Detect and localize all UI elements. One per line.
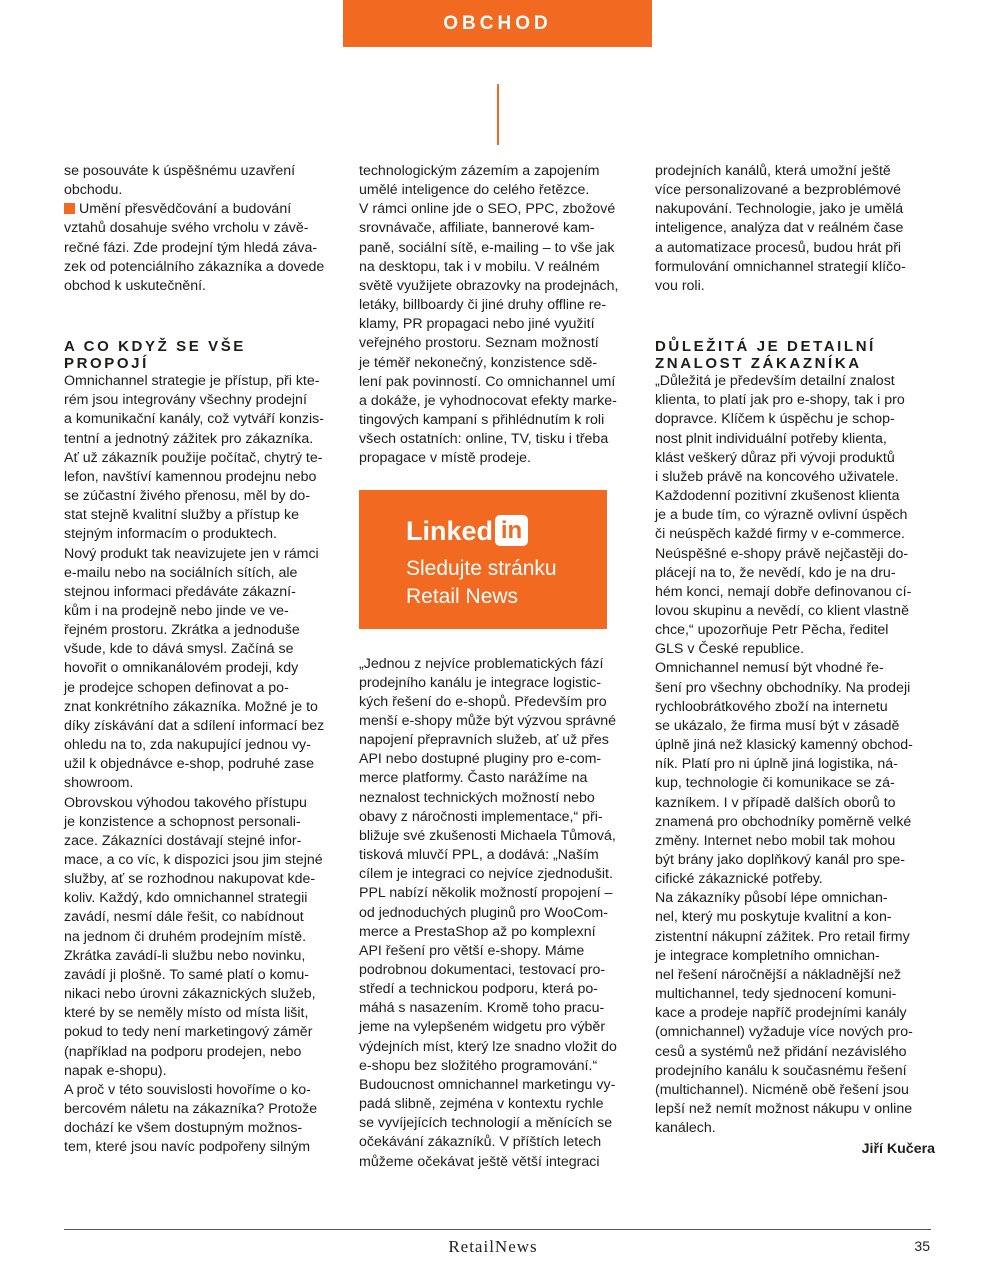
paragraph: prodejních kanálů, která umožní ještě více personalizované a bezproblémové nakupování. Technologie, jako je umělá inteligence, analýza dat v reálném čase a automatizace procesů, budou hrát při formulování omnichannel strategií klíčo- vou roli. — [655, 163, 906, 294]
bullet-text: Umění přesvědčování a budování vztahů dosahuje svého vrcholu v závě- rečné fázi. Zde prodejní tým hledá záva- zek od potenciálního zákazníka a dovede obchod k uskutečnění. — [64, 201, 325, 294]
square-bullet-icon — [64, 203, 75, 214]
promo-line-1: Sledujte stránku — [406, 556, 557, 580]
paragraph: A proč v této souvislosti hovoříme o ko- bercovém náletu na zákazníka? Protože dochází ke všem dostupným možnos- tem, které jsou navíc podpořeny silným — [64, 1081, 318, 1156]
author-name: Jiří Kučera — [861, 1141, 935, 1158]
paragraph: Omnichannel nemusí být vhodné ře- šení pro všechny obchodníky. Na prodeji rychloobrátkového zboží na internetu se ukázalo, že firma musí být v zásadě úplně jiná než klasický kamenný obchod- ník. Platí pro ni úplně jiná logistika, ná- kup, technologie či komunikace se zá- kazníkem. I v případě dalších oborů to znamená pro obchodníky poměrně velké změny. Internet nebo mobil tak mohou být brány jako doplňkový kanál pro spe- cifické zákaznické potřeby. — [655, 660, 913, 888]
paragraph: technologickým zázemím a zapojením umělé inteligence do celého řetězce. — [359, 163, 600, 199]
section-label: OBCHOD — [343, 0, 652, 47]
paragraph: Omnichannel strategie je přístup, při kte- rém jsou integrovány všechny prodejní a komunikační kanály, což vytváří konzis- tentní a jednotný zážitek pro zákazníka. Ať už zákazník použije počítač, chytrý te- lefon, navštíví kamennou prodejnu nebo se zúčastní živého přenosu, měl by do- stat stejně kvalitní služby a přístup ke stejným informacím o produktech. — [64, 373, 324, 543]
linkedin-logo — [406, 515, 607, 547]
bullet-paragraph — [64, 200, 350, 296]
linkedin-promo-banner[interactable] — [359, 490, 607, 629]
paragraph: Budoucnost omnichannel marketingu vy- padá slibně, zejména v kontextu rychle se vyvíjejících technologií a měnících se očekávání zákazníků. V příštích letech můžeme očekávat ještě větší integraci — [359, 1076, 616, 1170]
promo-line-2: Retail News — [406, 584, 519, 608]
footer-brand-logo: RetailNews — [448, 1237, 538, 1256]
paragraph: se posouváte k úspěšnému uzavření obchodu. — [64, 163, 296, 199]
vertical-divider — [497, 84, 499, 145]
paragraph: Obrovskou výhodou takového přístupu je konzistence a schopnost personali- zace. Zákazníci dostávají stejné infor- mace, a co víc, k dispozici jsou jim stejné služby, ať se rozhodnou nakupovat kde- koliv. Každý, kdo omnichannel strategii zavádí, nesmí dále řešit, co nabídnout na jednom či druhém prodejním místě. Zkrátka zavádí-li službu nebo novinku, zavádí ji plošně. To samé platí o komu- nikaci nebo úrovni zákaznických služeb, které by se neměly místo od místa lišit, pokud to tedy není marketingový záměr (například na podporu prodejen, nebo napak e-shopu). — [64, 794, 323, 1079]
column-1 — [64, 162, 350, 1158]
paragraph: „Jednou z nejvíce problematických fází prodejního kanálu je integrace logistic- kých řešení do e-shopů. Především pro menší e-shopy může být výzvou správné napojení přepravních služeb, ať už přes API nebo dostupné pluginy pro e-com- merce platformy. Často narážíme na neznalost technických možností nebo obavy z náročnosti implementace,“ při- bližuje své zkušenosti Michaela Tůmová, tisková mluvčí PPL, a dodává: „Naším cílem je integraci co nejvíce zjednodušit. PPL nabízí několik možností propojení – od jednoduchých pluginů pro WooCom- merce a PrestaShop až po komplexní API řešení pro větší e-shopy. Máme podrobnou dokumentaci, testovací pro- středí a technickou podporu, která po- máhá s nasazením. Kromě toho pracu- jeme na vylepšeném widgetu pro výběr výdejních míst, který lze snadno vložit do e-shopu bez složitého programování.“ — [359, 655, 617, 1074]
paragraph: „Důležitá je především detailní znalost klienta, to platí jak pro e-shopy, tak i pro dopravce. Klíčem k úspěchu je schop- nost plnit individuální potřeby klienta, klást veškerý důraz při vývoji produktů i služeb právě na koncového uživatele. Každodenní pozitivní zkušenost klienta je a bude tím, co výrazně ovlivní úspěch či neúspěch každé firmy v e-commerce. Neúspěšné e-shopy právě nejčastěji do- plácejí na to, že nevědí, kdo je na dru- hém konci, nemají dobře definovanou cí- lovou skupinu a nevědí, co klient vlastně chce,“ upozorňuje Petr Pěcha, ředitel GLS v České republice. — [655, 373, 912, 658]
paragraph: Na zákazníky působí lépe omnichan- nel, který mu poskytuje kvalitní a kon- zistentní nákupní zážitek. Pro retail firmy je integrace kompletního omnichan- nel řešení náročnější a nákladnější než multichannel, tedy sjednocení komuni- kace a prodeje napříč prodejními kanály (omnichannel) vyžaduje více nových pro- cesů a systémů než přidání nezávislého prodejního kanálu k současnému řešení (multichannel). Nicméně obě řešení jsou lepší než nemít možnost nákupu v online kanálech. — [655, 890, 913, 1137]
column-3 — [655, 162, 935, 1160]
paragraph: V rámci online jde o SEO, PPC, zbožové srovnávače, affiliate, bannerové kam- paně, sociální sítě, e-mailing – to vše jak na desktopu, tak i v mobilu. V reálném světě využijete obrazovky na prodejnách, letáky, billboardy či jiné druhy offline re- klamy, PR propagaci nebo jiné využití veřejného prostoru. Seznam možností je téměř nekonečný, konzistence sdě- lení pak povinností. Co omnichannel umí a dokáže, je vyhodnocovat efekty marke- tingových kampaní s přihlédnutím k roli všech ostatních: online, TV, tisku i třeba propagace v místě prodeje. — [359, 201, 619, 467]
paragraph: Nový produkt tak neavizujete jen v rámci e-mailu nebo na sociálních sítích, ale stejnou informaci předáváte zákazní- kům i na prodejně nebo jinde ve ve- řejném prostoru. Zkrátka a jednoduše všude, kde to dává smysl. Začíná se hovořit o omnikanálovém prodeji, kdy je prodejce schopen definovat a po- znat konkrétního zákazníka. Možné je to díky získávání dat a sdílení informací bez ohledu na to, zda nakupující jednou vy- užil k objednávce e-shop, podruhé zase showroom. — [64, 545, 325, 792]
page-number: 35 — [914, 1238, 930, 1254]
section-heading: A CO KDYŽ SE VŠE PROPOJÍ — [64, 338, 246, 373]
linkedin-in-icon: in — [495, 515, 528, 546]
linkedin-wordmark: Linked — [406, 515, 494, 546]
column-2 — [359, 162, 639, 1172]
footer-rule — [64, 1229, 931, 1230]
section-heading: DŮLEŽITÁ JE DETAILNÍ ZNALOST ZÁKAZNÍKA — [655, 338, 876, 373]
